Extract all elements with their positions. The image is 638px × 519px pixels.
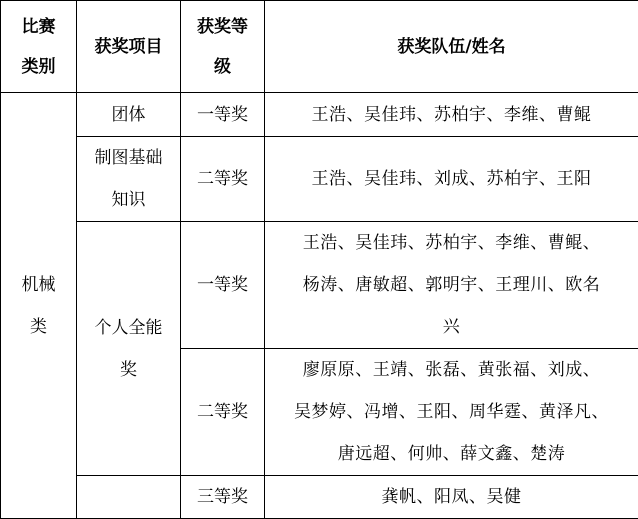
project-line: 制图基础 — [81, 137, 176, 179]
header-category-line: 类别 — [5, 47, 72, 87]
project-cell-empty — [77, 476, 181, 519]
project-line: 奖 — [81, 349, 176, 391]
names-cell: 龚帆、阳凤、吴健 — [265, 476, 638, 519]
category-cell — [1, 93, 77, 519]
names-line: 兴 — [269, 306, 634, 348]
header-project: 获奖项目 — [77, 1, 181, 93]
table-row — [1, 222, 638, 349]
table-row — [1, 137, 638, 222]
table-row — [1, 476, 638, 519]
project-line: 知识 — [81, 179, 176, 221]
project-line: 个人全能 — [81, 307, 176, 349]
project-cell — [77, 222, 181, 476]
header-level — [181, 1, 265, 93]
names-line: 廖原原、王靖、张磊、黄张福、刘成、 — [269, 349, 634, 391]
project-cell — [77, 137, 181, 222]
names-cell — [265, 349, 638, 476]
header-level-line: 获奖等 — [185, 7, 260, 47]
names-line: 唐远超、何帅、薛文鑫、楚涛 — [269, 433, 634, 475]
level-cell: 一等奖 — [181, 93, 265, 137]
project-cell: 团体 — [77, 93, 181, 137]
category-line: 机械 — [5, 264, 72, 306]
level-cell: 二等奖 — [181, 137, 265, 222]
header-level-line: 级 — [185, 47, 260, 87]
header-team: 获奖队伍/姓名 — [265, 1, 638, 93]
names-cell — [265, 222, 638, 349]
names-line: 吴梦婷、冯增、王阳、周华霆、黄泽凡、 — [269, 391, 634, 433]
names-cell: 王浩、吴佳玮、刘成、苏柏宇、王阳 — [265, 137, 638, 222]
names-line: 杨涛、唐敏超、郭明宇、王理川、欧名 — [269, 264, 634, 306]
category-line: 类 — [5, 306, 72, 348]
level-cell: 三等奖 — [181, 476, 265, 519]
level-cell: 一等奖 — [181, 222, 265, 349]
level-cell: 二等奖 — [181, 349, 265, 476]
table-row — [1, 93, 638, 137]
header-row — [1, 1, 638, 93]
header-category-line: 比赛 — [5, 7, 72, 47]
names-cell: 王浩、吴佳玮、苏柏宇、李维、曹鲲 — [265, 93, 638, 137]
header-category — [1, 1, 77, 93]
names-line: 王浩、吴佳玮、苏柏宇、李维、曹鲲、 — [269, 222, 634, 264]
